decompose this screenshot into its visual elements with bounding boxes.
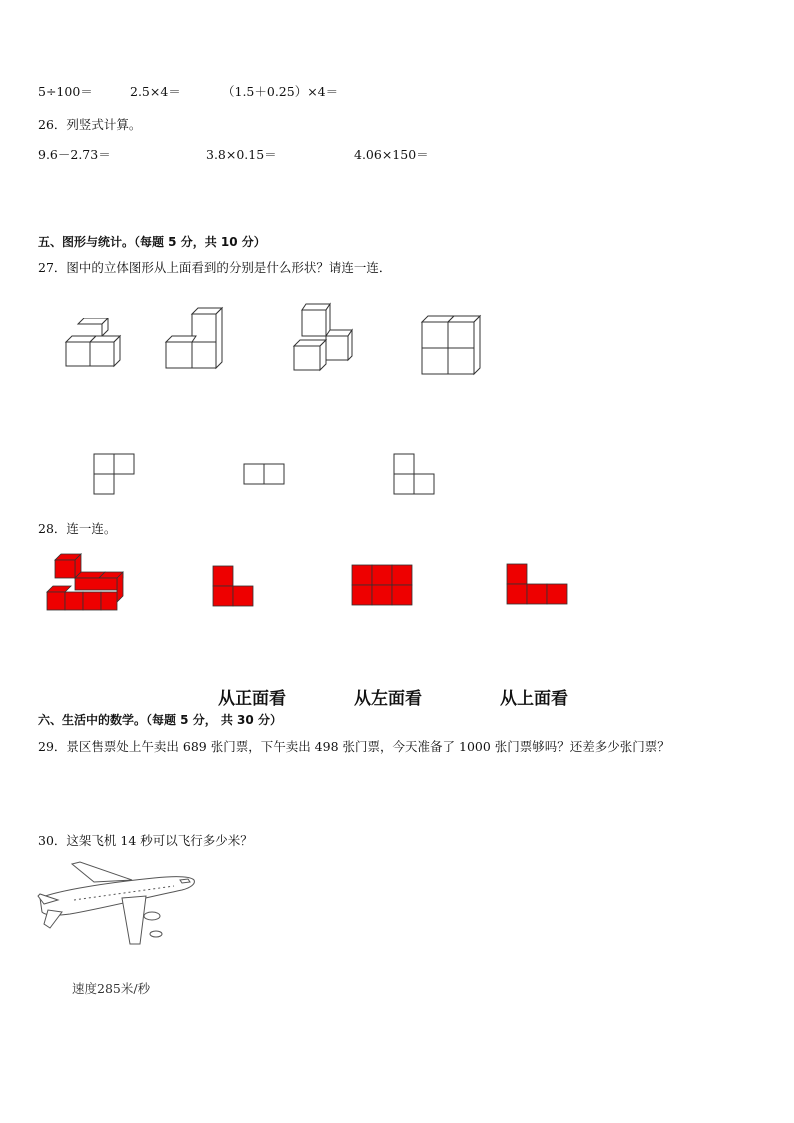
q28-red-view-1 bbox=[212, 565, 256, 607]
speed-label: 速度285米/秒 bbox=[72, 981, 151, 996]
view-label-left: 从左面看 bbox=[354, 689, 422, 709]
q28-red-view-3 bbox=[506, 563, 570, 605]
q27-solid-2 bbox=[164, 306, 230, 370]
calc-paren-expr: （1.5＋0.25）×4＝ bbox=[222, 84, 339, 99]
q29-text: 29．景区售票处上午卖出 689 张门票，下午卖出 498 张门票，今天准备了 1000 张门票够吗？还差多少张门票？ bbox=[38, 739, 670, 754]
q28-title: 28．连一连。 bbox=[38, 521, 117, 536]
q27-view-2 bbox=[243, 463, 287, 487]
view-label-top: 从上面看 bbox=[500, 689, 568, 709]
q27-title: 27．图中的立体图形从上面看到的分别是什么形状？请连一连． bbox=[38, 260, 392, 275]
q27-view-3 bbox=[393, 453, 437, 497]
q26-a: 9.6－2.73＝ bbox=[38, 147, 111, 162]
q26-c: 4.06×150＝ bbox=[354, 147, 429, 162]
q28-red-view-2 bbox=[351, 564, 413, 606]
q26-b: 3.8×0.15＝ bbox=[206, 147, 277, 162]
view-label-front: 从正面看 bbox=[218, 689, 286, 709]
q27-solid-3 bbox=[290, 302, 360, 372]
calc-5-div-100: 5÷100＝ bbox=[38, 84, 93, 99]
section5-title: 五、图形与统计。（每题 5 分，共 10 分） bbox=[38, 235, 266, 249]
q27-solid-4 bbox=[420, 314, 486, 378]
q30-text: 30．这架飞机 14 秒可以飞行多少米？ bbox=[38, 833, 253, 848]
q26-title: 26．列竖式计算。 bbox=[38, 117, 142, 132]
calc-2.5-times-4: 2.5×4＝ bbox=[130, 84, 181, 99]
q28-red-solid bbox=[45, 552, 127, 614]
airplane-illustration bbox=[34, 858, 198, 950]
q27-solid-1 bbox=[62, 318, 132, 370]
q27-view-1 bbox=[93, 453, 137, 497]
section6-title: 六、生活中的数学。（每题 5 分， 共 30 分） bbox=[38, 713, 282, 727]
